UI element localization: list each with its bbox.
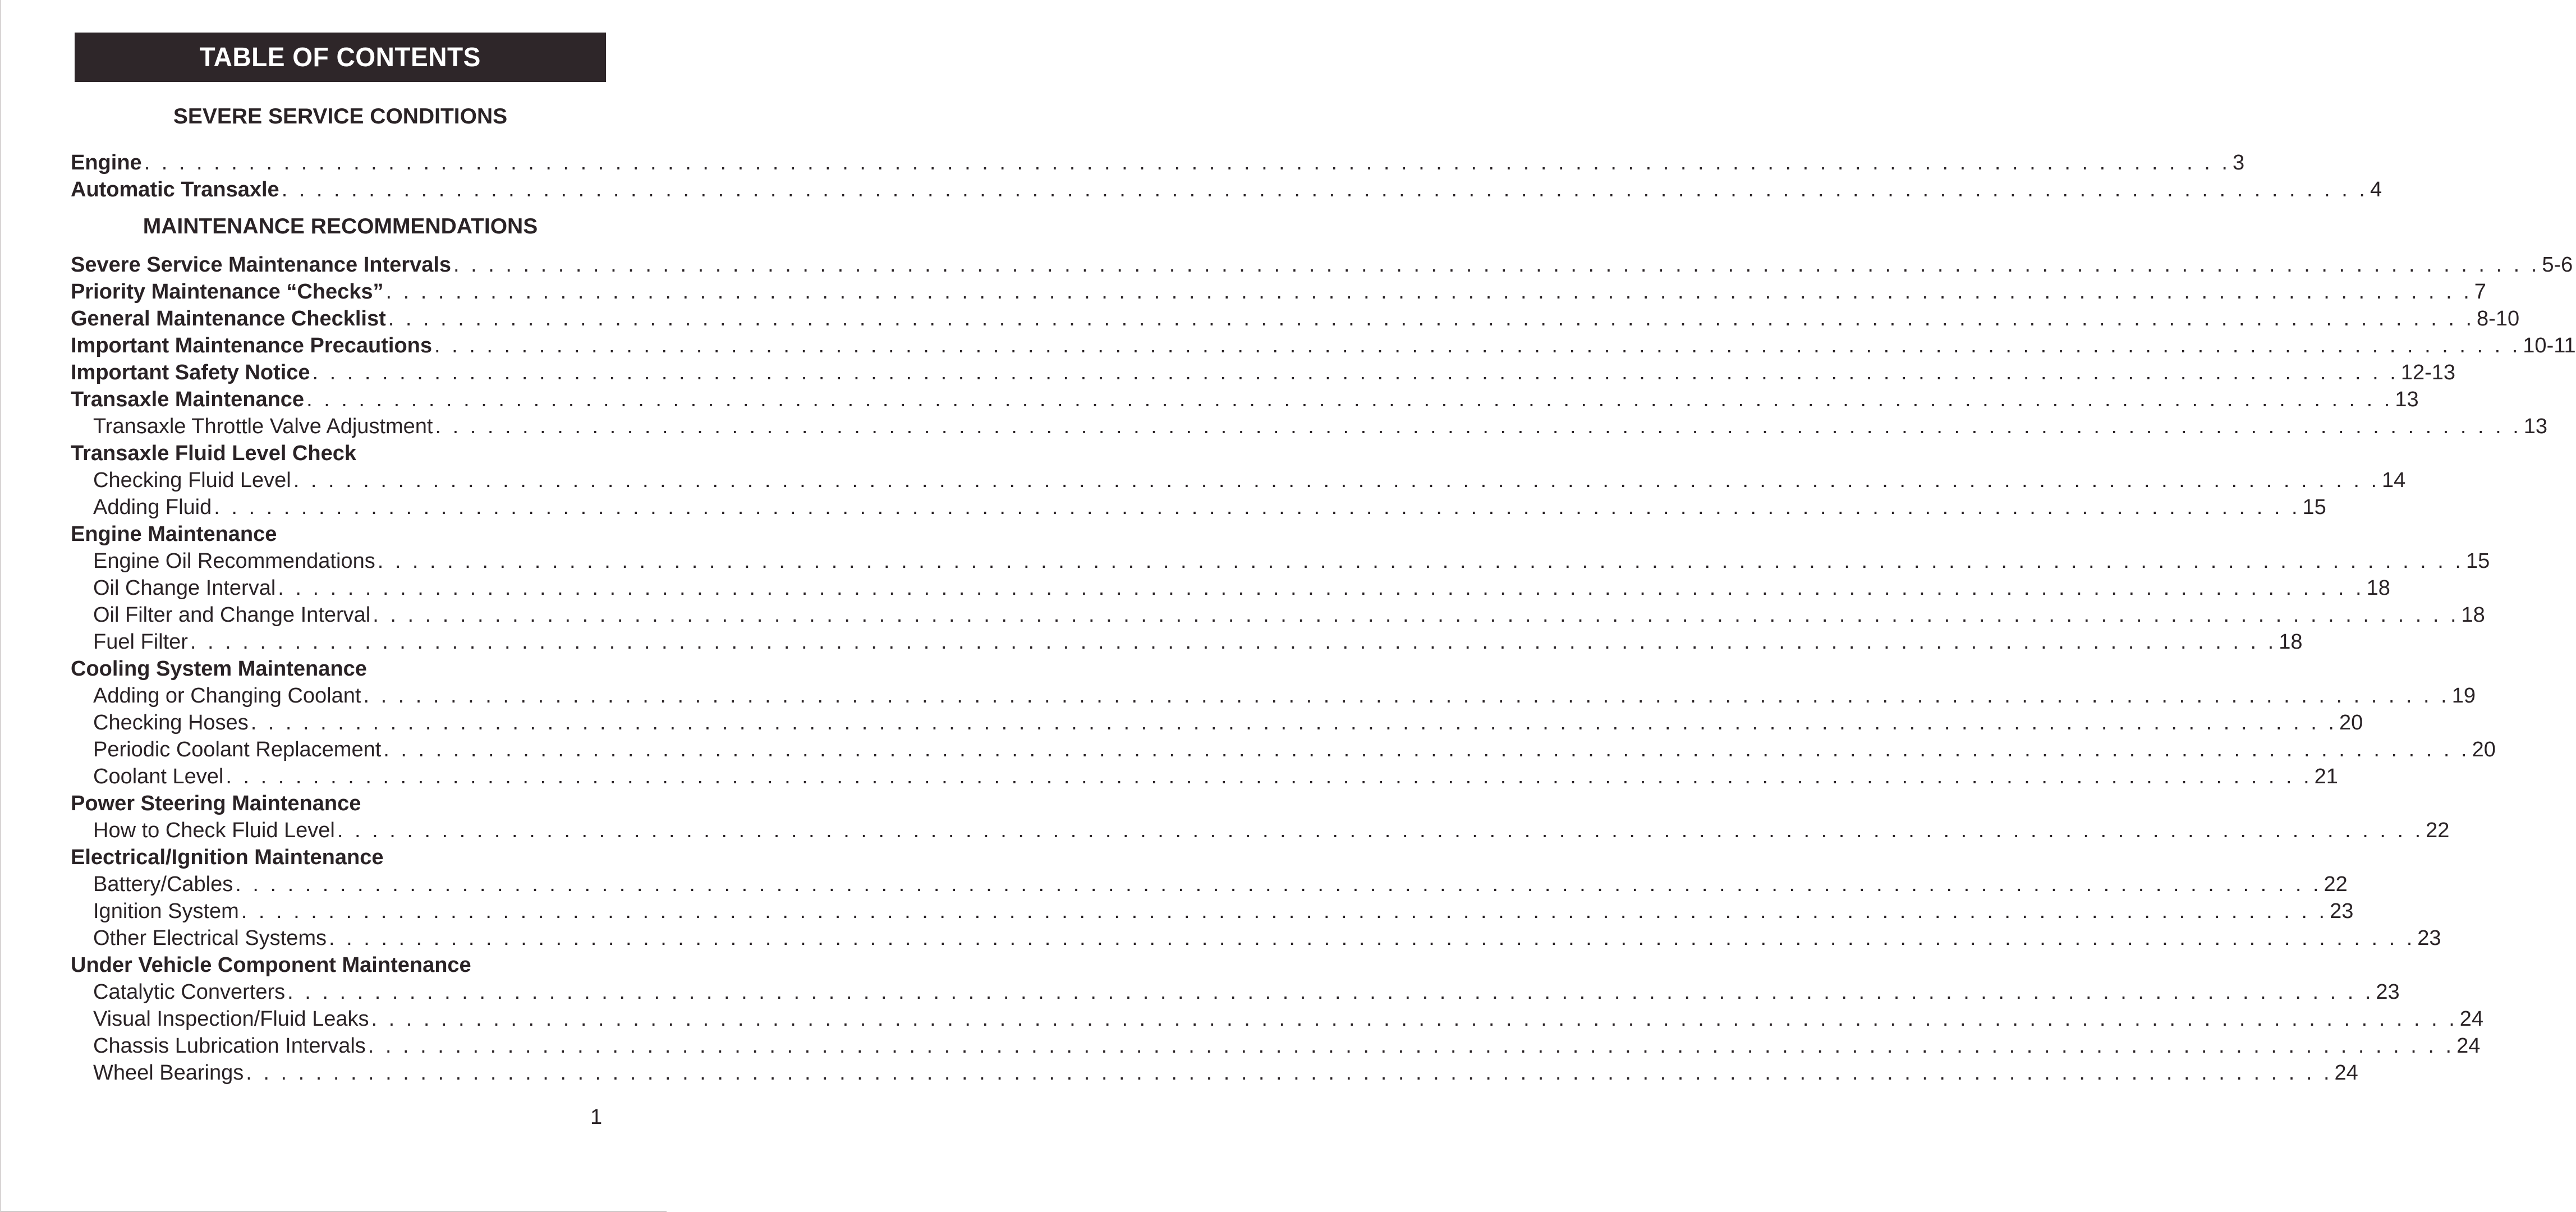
dot-leader: . . . . . . . . . . . . . . . . . . . . . . . . . . . . . . . . . . . . . . . . . . . . . . . . . . . . . . . . . . . . . . . . . . . . . . . . . . . . . . . . . . . . . . . . . . . . . . . . . . . . . . . . . . . . . . . . . . . . . . . . [434, 334, 2521, 357]
toc-entry-label: Fuel Filter [93, 630, 188, 654]
toc-entry-label: Chassis Lubrication Intervals [93, 1034, 366, 1058]
dot-leader: . . . . . . . . . . . . . . . . . . . . . . . . . . . . . . . . . . . . . . . . . . . . . . . . . . . . . . . . . . . . . . . . . . . . . . . . . . . . . . . . . . . . . . . . . . . . . . . . . . . . . . . . . . . . . . . . . . . . . . . . [306, 388, 2393, 411]
toc-entry-label: Transaxle Throttle Valve Adjustment [93, 415, 433, 438]
dot-leader: . . . . . . . . . . . . . . . . . . . . . . . . . . . . . . . . . . . . . . . . . . . . . . . . . . . . . . . . . . . . . . . . . . . . . . . . . . . . . . . . . . . . . . . . . . . . . . . . . . . . . . . . . . . . . . . . . . . . . . . . [312, 361, 2399, 384]
page-title: TABLE OF CONTENTS [199, 42, 481, 72]
toc-entry [93, 628, 2303, 655]
toc-entry-page: 23 [2376, 980, 2400, 1004]
toc-entry [71, 176, 2382, 203]
toc-entry-page: 3 [2232, 151, 2245, 175]
dot-leader: . . . . . . . . . . . . . . . . . . . . . . . . . . . . . . . . . . . . . . . . . . . . . . . . . . . . . . . . . . . . . . . . . . . . . . . . . . . . . . . . . . . . . . . . . . . . . . . . . . . . . . . . . . . . . . . . . . . . . . . . [377, 549, 2464, 573]
toc-entry [93, 709, 2363, 736]
toc-entry-label: Periodic Coolant Replacement [93, 738, 382, 761]
toc-entry [93, 1059, 2358, 1086]
toc-entry [93, 575, 2390, 602]
toc-entry-label: Ignition System [93, 899, 239, 923]
toc-entry-page: 13 [2395, 388, 2419, 411]
toc-entry [93, 1032, 2481, 1059]
toc-entry-label: Engine Maintenance [71, 522, 277, 546]
toc-entry-label: Engine Oil Recommendations [93, 549, 375, 573]
toc-entry [93, 602, 2485, 628]
toc-entry [71, 149, 2245, 176]
dot-leader: . . . . . . . . . . . . . . . . . . . . . . . . . . . . . . . . . . . . . . . . . . . . . . . . . . . . . . . . . . . . . . . . . . . . . . . . . . . . . . . . . . . . . . . . . . . . . . . . . . . . . . . . . . . . . . . . . . . . . . . . [226, 765, 2312, 788]
toc-entry [93, 871, 2348, 898]
dot-leader: . . . . . . . . . . . . . . . . . . . . . . . . . . . . . . . . . . . . . . . . . . . . . . . . . . . . . . . . . . . . . . . . . . . . . . . . . . . . . . . . . . . . . . . . . . . . . . . . . . . . . . . . . . . . . . . . . . . . . . . . [371, 1007, 2458, 1031]
page-number: 1 [590, 1105, 603, 1129]
toc-entry-label: Cooling System Maintenance [71, 657, 367, 681]
toc-entry [71, 251, 2573, 278]
dot-leader: . . . . . . . . . . . . . . . . . . . . . . . . . . . . . . . . . . . . . . . . . . . . . . . . . . . . . . . . . . . . . . . . . . . . . . . . . . . . . . . . . . . . . . . . . . . . . . . . . . . . . . . . . . . . . . . . . . . . . . . . [287, 980, 2374, 1004]
toc-entry-label: Priority Maintenance “Checks” [71, 280, 384, 304]
toc-entry-page: 8-10 [2477, 307, 2520, 330]
toc-entry-page: 18 [2366, 576, 2390, 600]
dot-leader: . . . . . . . . . . . . . . . . . . . . . . . . . . . . . . . . . . . . . . . . . . . . . . . . . . . . . . . . . . . . . . . . . . . . . . . . . . . . . . . . . . . . . . . . . . . . . . . . . . . . . . . . . . . . . . . . . . . . . . . . [214, 495, 2301, 519]
toc-entry-label: Wheel Bearings [93, 1061, 244, 1085]
dot-leader: . . . . . . . . . . . . . . . . . . . . . . . . . . . . . . . . . . . . . . . . . . . . . . . . . . . . . . . . . . . . . . . . . . . . . . . . . . . . . . . . . . . . . . . . . . . . . . . . . . . . . . . . . . . . . . . . . . . . . . . . [373, 603, 2459, 627]
dot-leader: . . . . . . . . . . . . . . . . . . . . . . . . . . . . . . . . . . . . . . . . . . . . . . . . . . . . . . . . . . . . . . . . . . . . . . . . . . . . . . . . . . . . . . . . . . . . . . . . . . . . . . . . . . . . . . . . . . . . . . . . [337, 819, 2424, 842]
toc-entry-label: Adding or Changing Coolant [93, 684, 361, 708]
toc-entry [71, 844, 603, 871]
toc-entry-label: Transaxle Fluid Level Check [71, 442, 356, 465]
toc-entry-label: Adding Fluid [93, 495, 212, 519]
dot-leader: . . . . . . . . . . . . . . . . . . . . . . . . . . . . . . . . . . . . . . . . . . . . . . . . . . . . . . . . . . . . . . . . . . . . . . . . . . . . . . . . . . . . . . . . . . . . . . . . . . . . . . . . . . . . . . . . . . . . . . . . [241, 899, 2328, 923]
toc-entry-page: 7 [2474, 280, 2486, 304]
dot-leader: . . . . . . . . . . . . . . . . . . . . . . . . . . . . . . . . . . . . . . . . . . . . . . . . . . . . . . . . . . . . . . . . . . . . . . . . . . . . . . . . . . . . . . . . . . . . . . . . . . . . . . . . . . . . . . . . . . . . . . . . [329, 926, 2416, 950]
dot-leader: . . . . . . . . . . . . . . . . . . . . . . . . . . . . . . . . . . . . . . . . . . . . . . . . . . . . . . . . . . . . . . . . . . . . . . . . . . . . . . . . . . . . . . . . . . . . . . . . . . . . . . . . . . . . . . . . . . . . . . . . [388, 307, 2475, 330]
toc-entry [93, 494, 2326, 521]
toc-entry [71, 790, 603, 817]
toc-entry [93, 682, 2476, 709]
toc-entry-label: Oil Filter and Change Interval [93, 603, 371, 627]
toc-entry-page: 10-11 [2523, 334, 2576, 357]
toc-entry-page: 21 [2314, 765, 2338, 788]
toc-entry [71, 305, 2520, 332]
toc-entry [71, 655, 603, 682]
toc-entry [71, 278, 2486, 305]
dot-leader: . . . . . . . . . . . . . . . . . . . . . . . . . . . . . . . . . . . . . . . . . . . . . . . . . . . . . . . . . . . . . . . . . . . . . . . . . . . . . . . . . . . . . . . . . . . . . . . . . . . . . . . . . . . . . . . . . . . . . . . . [281, 178, 2368, 201]
toc-entry-page: 19 [2451, 684, 2476, 708]
toc-entry-page: 23 [2417, 926, 2441, 950]
dot-leader: . . . . . . . . . . . . . . . . . . . . . . . . . . . . . . . . . . . . . . . . . . . . . . . . . . . . . . . . . . . . . . . . . . . . . . . . . . . . . . . . . . . . . . . . . . . . . . . . . . . . . . . . . . . . . . . . . . . . . . . . [250, 711, 2337, 734]
dot-leader: . . . . . . . . . . . . . . . . . . . . . . . . . . . . . . . . . . . . . . . . . . . . . . . . . . . . . . . . . . . . . . . . . . . . . . . . . . . . . . . . . . . . . . . . . . . . . . . . . . . . . . . . . . . . . . . . . . . . . . . . [144, 151, 2230, 175]
toc-entry-label: Electrical/Ignition Maintenance [71, 846, 384, 869]
toc-entry-page: 18 [2279, 630, 2303, 654]
dot-leader: . . . . . . . . . . . . . . . . . . . . . . . . . . . . . . . . . . . . . . . . . . . . . . . . . . . . . . . . . . . . . . . . . . . . . . . . . . . . . . . . . . . . . . . . . . . . . . . . . . . . . . . . . . . . . . . . . . . . . . . . [235, 873, 2322, 896]
toc-entry [93, 898, 2354, 925]
toc-entry-page: 24 [2459, 1007, 2484, 1031]
toc-entry [93, 925, 2441, 952]
toc-entry-label: Catalytic Converters [93, 980, 286, 1004]
section-heading-maintenance: MAINTENANCE RECOMMENDATIONS [143, 214, 538, 238]
toc-entry-page: 20 [2472, 738, 2496, 761]
toc-entry-page: 4 [2370, 178, 2382, 201]
toc-entry-page: 22 [2324, 873, 2348, 896]
toc-entry-label: Power Steering Maintenance [71, 792, 361, 815]
dot-leader: . . . . . . . . . . . . . . . . . . . . . . . . . . . . . . . . . . . . . . . . . . . . . . . . . . . . . . . . . . . . . . . . . . . . . . . . . . . . . . . . . . . . . . . . . . . . . . . . . . . . . . . . . . . . . . . . . . . . . . . . [293, 469, 2380, 492]
toc-entry-page: 24 [2456, 1034, 2481, 1058]
toc-entry [71, 521, 603, 548]
toc-entry-label: Automatic Transaxle [71, 178, 279, 201]
toc-entry-label: How to Check Fluid Level [93, 819, 335, 842]
toc-entry-label: Severe Service Maintenance Intervals [71, 253, 452, 277]
toc-entry-page: 14 [2382, 469, 2406, 492]
toc-entry-label: Oil Change Interval [93, 576, 276, 600]
toc-entry [93, 763, 2338, 790]
toc-entry-page: 13 [2523, 415, 2548, 438]
toc-entry [71, 332, 2576, 359]
dot-leader: . . . . . . . . . . . . . . . . . . . . . . . . . . . . . . . . . . . . . . . . . . . . . . . . . . . . . . . . . . . . . . . . . . . . . . . . . . . . . . . . . . . . . . . . . . . . . . . . . . . . . . . . . . . . . . . . . . . . . . . . [383, 738, 2470, 761]
toc-entry-label: Checking Fluid Level [93, 469, 291, 492]
toc-entry [93, 1006, 2484, 1032]
toc-entry-label: Checking Hoses [93, 711, 249, 734]
toc-entry [93, 736, 2496, 763]
dot-leader: . . . . . . . . . . . . . . . . . . . . . . . . . . . . . . . . . . . . . . . . . . . . . . . . . . . . . . . . . . . . . . . . . . . . . . . . . . . . . . . . . . . . . . . . . . . . . . . . . . . . . . . . . . . . . . . . . . . . . . . . [363, 684, 2450, 708]
toc-entry-label: Under Vehicle Component Maintenance [71, 953, 471, 977]
toc-entry-page: 5-6 [2542, 253, 2573, 277]
toc-entry [93, 979, 2400, 1006]
toc-entry [93, 413, 2548, 440]
toc-entry [71, 359, 2456, 386]
toc-entry [93, 548, 2490, 575]
toc-entry-page: 15 [2302, 495, 2326, 519]
toc-entry-label: Transaxle Maintenance [71, 388, 305, 411]
toc-entry-label: Engine [71, 151, 142, 175]
toc-entry-page: 24 [2334, 1061, 2358, 1085]
toc-entry-label: General Maintenance Checklist [71, 307, 386, 330]
toc-entry-label: Visual Inspection/Fluid Leaks [93, 1007, 369, 1031]
toc-entry-page: 18 [2461, 603, 2485, 627]
toc-entry [93, 817, 2450, 844]
toc-entry-page: 22 [2426, 819, 2450, 842]
toc-entry [71, 440, 603, 467]
section-heading-severe-service: SEVERE SERVICE CONDITIONS [173, 104, 508, 128]
toc-entry-page: 20 [2339, 711, 2363, 734]
dot-leader: . . . . . . . . . . . . . . . . . . . . . . . . . . . . . . . . . . . . . . . . . . . . . . . . . . . . . . . . . . . . . . . . . . . . . . . . . . . . . . . . . . . . . . . . . . . . . . . . . . . . . . . . . . . . . . . . . . . . . . . . [453, 253, 2540, 277]
toc-entry-page: 12-13 [2400, 361, 2456, 384]
toc-entry-label: Other Electrical Systems [93, 926, 327, 950]
dot-leader: . . . . . . . . . . . . . . . . . . . . . . . . . . . . . . . . . . . . . . . . . . . . . . . . . . . . . . . . . . . . . . . . . . . . . . . . . . . . . . . . . . . . . . . . . . . . . . . . . . . . . . . . . . . . . . . . . . . . . . . . [246, 1061, 2332, 1085]
toc-entry-page: 15 [2465, 549, 2490, 573]
dot-leader: . . . . . . . . . . . . . . . . . . . . . . . . . . . . . . . . . . . . . . . . . . . . . . . . . . . . . . . . . . . . . . . . . . . . . . . . . . . . . . . . . . . . . . . . . . . . . . . . . . . . . . . . . . . . . . . . . . . . . . . . [190, 630, 2277, 654]
toc-entry-label: Battery/Cables [93, 873, 233, 896]
dot-leader: . . . . . . . . . . . . . . . . . . . . . . . . . . . . . . . . . . . . . . . . . . . . . . . . . . . . . . . . . . . . . . . . . . . . . . . . . . . . . . . . . . . . . . . . . . . . . . . . . . . . . . . . . . . . . . . . . . . . . . . . [278, 576, 2364, 600]
toc-entry [71, 952, 603, 979]
dot-leader: . . . . . . . . . . . . . . . . . . . . . . . . . . . . . . . . . . . . . . . . . . . . . . . . . . . . . . . . . . . . . . . . . . . . . . . . . . . . . . . . . . . . . . . . . . . . . . . . . . . . . . . . . . . . . . . . . . . . . . . . [385, 280, 2472, 304]
toc-entry-page: 23 [2330, 899, 2354, 923]
toc-entry [93, 467, 2406, 494]
toc-entry-label: Important Maintenance Precautions [71, 334, 433, 357]
toc-list [1, 0, 2576, 1211]
dot-leader: . . . . . . . . . . . . . . . . . . . . . . . . . . . . . . . . . . . . . . . . . . . . . . . . . . . . . . . . . . . . . . . . . . . . . . . . . . . . . . . . . . . . . . . . . . . . . . . . . . . . . . . . . . . . . . . . . . . . . . . . [368, 1034, 2455, 1058]
toc-entry-label: Coolant Level [93, 765, 224, 788]
dot-leader: . . . . . . . . . . . . . . . . . . . . . . . . . . . . . . . . . . . . . . . . . . . . . . . . . . . . . . . . . . . . . . . . . . . . . . . . . . . . . . . . . . . . . . . . . . . . . . . . . . . . . . . . . . . . . . . . . . . . . . . . [435, 415, 2522, 438]
toc-entry-label: Important Safety Notice [71, 361, 310, 384]
toc-entry [71, 386, 2419, 413]
